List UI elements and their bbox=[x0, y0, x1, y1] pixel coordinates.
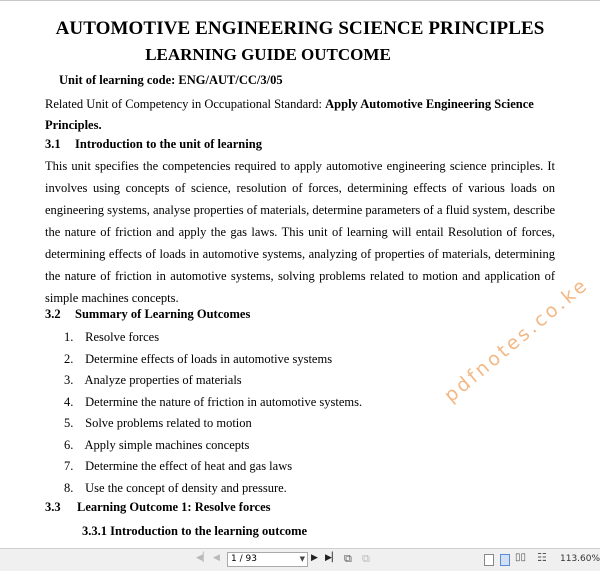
list-item bbox=[64, 349, 362, 371]
list-item bbox=[64, 327, 362, 349]
section-title: Learning Outcome 1: Resolve forces bbox=[77, 500, 271, 514]
list-text: Use the concept of density and pressure. bbox=[85, 480, 287, 495]
related-unit bbox=[45, 94, 565, 136]
first-page-icon[interactable]: ◀▏ bbox=[196, 553, 210, 563]
section-title: Summary of Learning Outcomes bbox=[75, 307, 251, 321]
list-number: 6. bbox=[64, 437, 74, 452]
copy-page-icon[interactable]: ⧉ bbox=[362, 552, 370, 565]
section-title: Introduction to the unit of learning bbox=[75, 137, 262, 151]
page-number-value: 1 / 93 bbox=[231, 554, 257, 564]
section-number: 3.1 bbox=[45, 137, 61, 151]
list-text: Solve problems related to motion bbox=[85, 416, 252, 430]
single-page-view-icon[interactable] bbox=[484, 554, 494, 566]
zoom-level[interactable]: 113.60% bbox=[560, 554, 600, 564]
list-item bbox=[64, 478, 362, 500]
list-text: Determine the effect of heat and gas laws bbox=[85, 459, 293, 473]
section-heading-outcome1 bbox=[45, 500, 270, 515]
document-title: AUTOMOTIVE ENGINEERING SCIENCE PRINCIPLES bbox=[55, 18, 545, 39]
list-text: Determine effects of loads in automotive systems bbox=[85, 351, 333, 366]
list-text: Determine the nature of friction in automotive systems. bbox=[85, 394, 363, 409]
fit-width-icon[interactable]: ☷ bbox=[537, 551, 547, 564]
unit-code: Unit of learning code: ENG/AUT/CC/3/05 bbox=[59, 73, 283, 87]
section-heading-intro bbox=[45, 137, 262, 152]
list-number: 1. bbox=[64, 330, 74, 344]
section-heading-summary bbox=[45, 307, 250, 322]
list-number: 8. bbox=[64, 480, 74, 495]
rotate-page-icon[interactable]: ⧉ bbox=[344, 552, 352, 565]
section-number: 3.2 bbox=[45, 307, 61, 321]
list-item bbox=[64, 456, 362, 478]
watermark: pdfnotes.co.ke bbox=[440, 273, 594, 407]
outcomes-list bbox=[64, 327, 362, 499]
next-page-icon[interactable]: ▶ bbox=[311, 553, 318, 563]
list-number: 3. bbox=[64, 373, 74, 387]
related-unit-name: Apply Automotive Engineering Science Principles. bbox=[45, 97, 534, 132]
list-number: 2. bbox=[64, 351, 74, 366]
document-subtitle: LEARNING GUIDE OUTCOME bbox=[145, 45, 391, 64]
list-text: Apply simple machines concepts bbox=[84, 437, 250, 452]
list-item bbox=[64, 370, 362, 392]
previous-page-icon[interactable]: ◀ bbox=[213, 553, 220, 563]
list-text: Resolve forces bbox=[85, 330, 160, 344]
section-number: 3.3 bbox=[45, 500, 61, 514]
continuous-view-icon[interactable] bbox=[500, 554, 510, 566]
pdf-toolbar bbox=[0, 548, 600, 571]
list-item bbox=[64, 413, 362, 435]
last-page-icon[interactable]: ▶▏ bbox=[325, 553, 339, 563]
list-number: 4. bbox=[64, 394, 74, 409]
intro-paragraph: This unit specifies the competencies required to apply automotive engineering science principles. It involves using concepts of science, resolution of forces, determining effects of various loads on engineering systems, analyse properties of materials, determine parameters of a fluid system, describe the nature of friction and apply the gas laws. This unit of learning will entail Resolution of forces, determining effects of loads in automotive systems, analyzing of properties of materials, determining the nature of friction in automotive systems, solving problems related to motion and application of simple machines concepts. bbox=[45, 159, 555, 305]
list-text: Analyze properties of materials bbox=[84, 373, 242, 387]
list-number: 7. bbox=[64, 459, 74, 473]
chevron-down-icon: ▼ bbox=[299, 555, 305, 563]
related-prefix: Related Unit of Competency in Occupational Standard: bbox=[45, 97, 326, 111]
list-number: 5. bbox=[64, 416, 74, 430]
list-item bbox=[64, 392, 362, 414]
subsection-heading: 3.3.1 Introduction to the learning outcome bbox=[82, 524, 308, 538]
page-number-select[interactable] bbox=[227, 552, 308, 567]
list-item bbox=[64, 435, 362, 457]
facing-pages-icon[interactable]: ▯▯ bbox=[515, 552, 527, 563]
